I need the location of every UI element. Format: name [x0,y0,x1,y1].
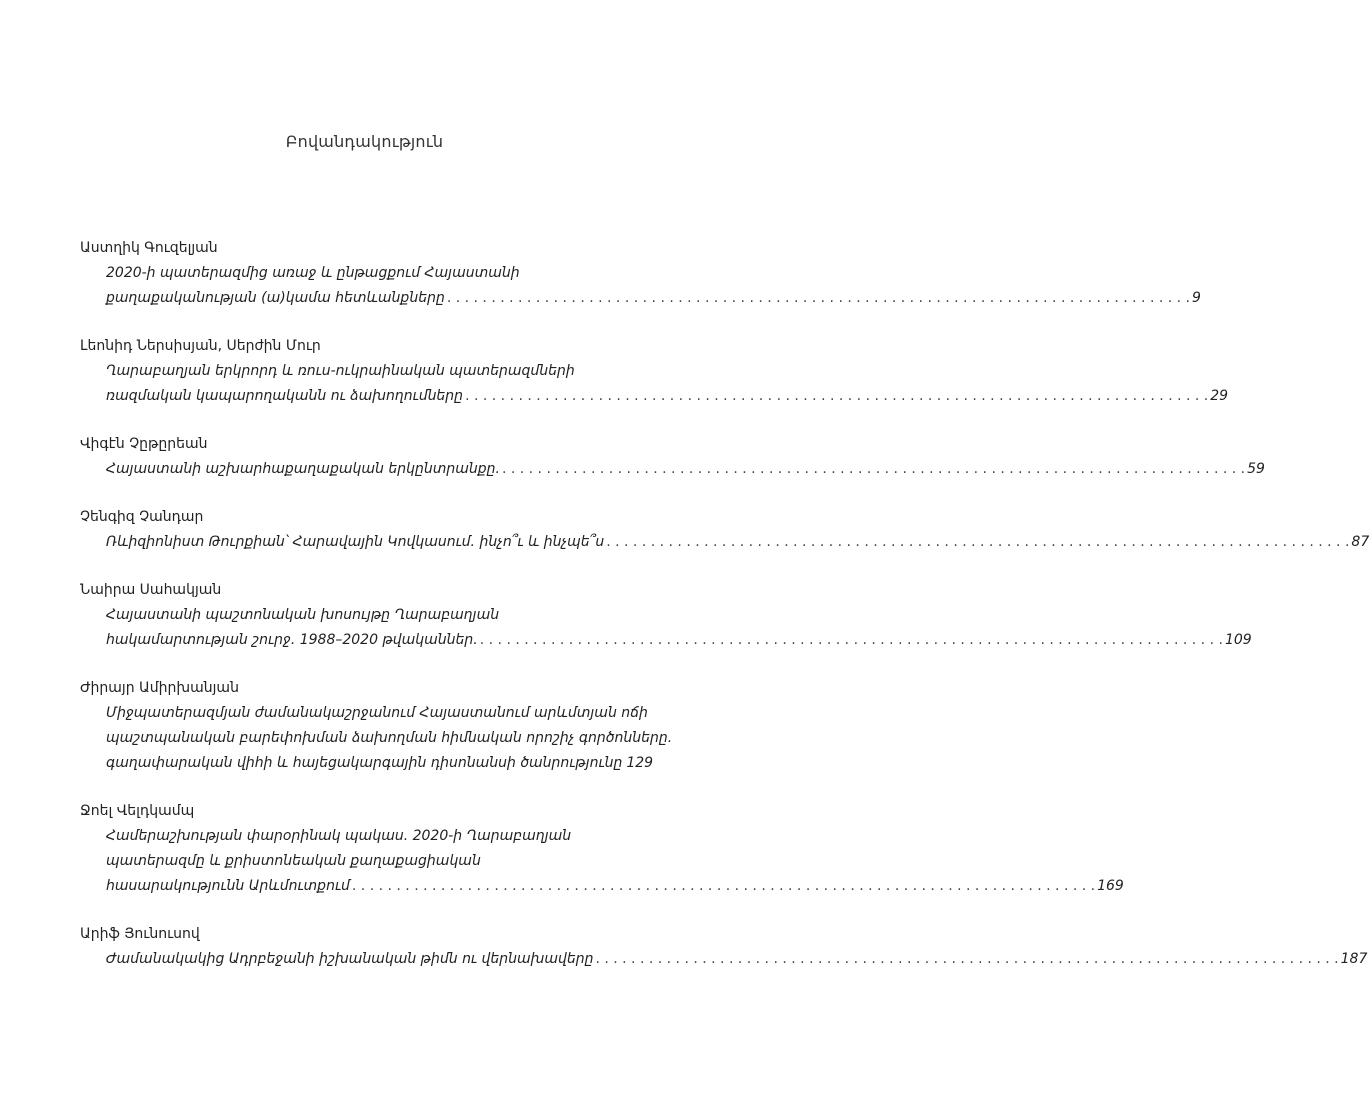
entry-title-last-line [80,947,1368,972]
toc-entry[interactable] [80,236,1201,311]
entry-author: Չենգիզ Չանդար [80,509,204,525]
entry-title-line: պատերազմը և քրիստոնեական քաղաքացիական [106,853,481,869]
entry-author: Նաիրա Սահակյան [80,582,222,598]
entry-title-last-line [80,530,1369,555]
entry-page-number: 129 [626,755,654,771]
toc-entry[interactable] [80,334,1229,409]
entry-page-number: 29 [1210,388,1229,404]
entry-title-line: Ղարաբաղյան երկրորդ և ռուս-ուկրաինական պատերազմների [106,363,575,379]
entry-title-line: Համերաշխության փարօրինակ պակաս. 2020-ի Ղարաբաղյան [106,828,572,844]
toc-entry[interactable] [80,676,673,776]
entry-author: Լեոնիդ Ներսիսյան, Սերժին Մուր [80,338,321,354]
dot-leader [606,530,1349,555]
entry-title-last-line [80,457,1265,482]
entry-title-text: քաղաքականության (ա)կամա հետևանքները [106,290,445,306]
entry-author: Աստղիկ Գուզելյան [80,240,218,256]
entry-title-text: Ժամանակակից Ադրբեջանի իշխանական թիմն ու վերնախավերը [106,951,594,967]
entry-title-line: Հայաստանի պաշտոնական խոսույթը Ղարաբաղյան [106,607,500,623]
entry-page-number: 187 [1340,951,1368,967]
entry-page-number: 87 [1351,534,1369,550]
dot-leader [480,628,1223,653]
table-of-contents [80,236,1369,995]
entry-title-last-line [80,384,1229,409]
dot-leader [465,384,1208,409]
dot-leader [595,947,1338,972]
entry-page-number: 169 [1097,878,1124,894]
dot-leader [352,874,1095,899]
dot-leader [502,457,1245,482]
entry-author: Ժիրայր Ամիրխանյան [80,680,239,696]
entry-title-text: Ռևիզիոնիստ Թուրքիան՝ Հարավային Կովկասում. ինչո՞ւ և ինչպե՞ս [106,534,605,550]
dot-leader [447,286,1190,311]
entry-title-text: ռազմական կապարողականն ու ձախողումները [106,388,464,404]
entry-title-line: 2020-ի պատերազմից առաջ և ընթացքում Հայաստանի [106,265,520,281]
toc-entry[interactable] [80,505,1369,555]
toc-entry[interactable] [80,922,1368,972]
toc-entry[interactable] [80,799,1124,899]
page-title: Բովանդակություն [285,132,444,151]
entry-author: Վիգէն Չըթըրեան [80,436,208,452]
toc-entry[interactable] [80,432,1265,482]
entry-page-number: 109 [1224,632,1252,648]
entry-author: Արիֆ Յունուսով [80,926,200,942]
entry-title-last-line [80,628,1252,653]
entry-title-text: հասարակությունն Արևմուտքում [106,878,350,894]
entry-title-last-line [80,751,654,776]
entry-title-line: պաշտպանական բարեփոխման ձախողման հիմնական որոշիչ գործոնները. [106,730,673,746]
entry-title-text: գաղափարական վիհի և հայեցակարգային դիսոնանսի ծանրությունը [106,755,623,771]
toc-entry[interactable] [80,578,1252,653]
entry-title-last-line [80,286,1201,311]
entry-title-text: հակամարտության շուրջ. 1988–2020 թվականներ. [106,632,478,648]
entry-page-number: 59 [1247,461,1265,477]
entry-title-line: Միջպատերազմյան ժամանակաշրջանում Հայաստանում արևմտյան ոճի [106,705,648,721]
entry-title-last-line [80,874,1124,899]
entry-title-text: Հայաստանի աշխարհաքաղաքական երկընտրանքը. [106,461,500,477]
entry-author: Ջոել Վելդկամպ [80,803,195,819]
entry-page-number: 9 [1192,290,1201,306]
